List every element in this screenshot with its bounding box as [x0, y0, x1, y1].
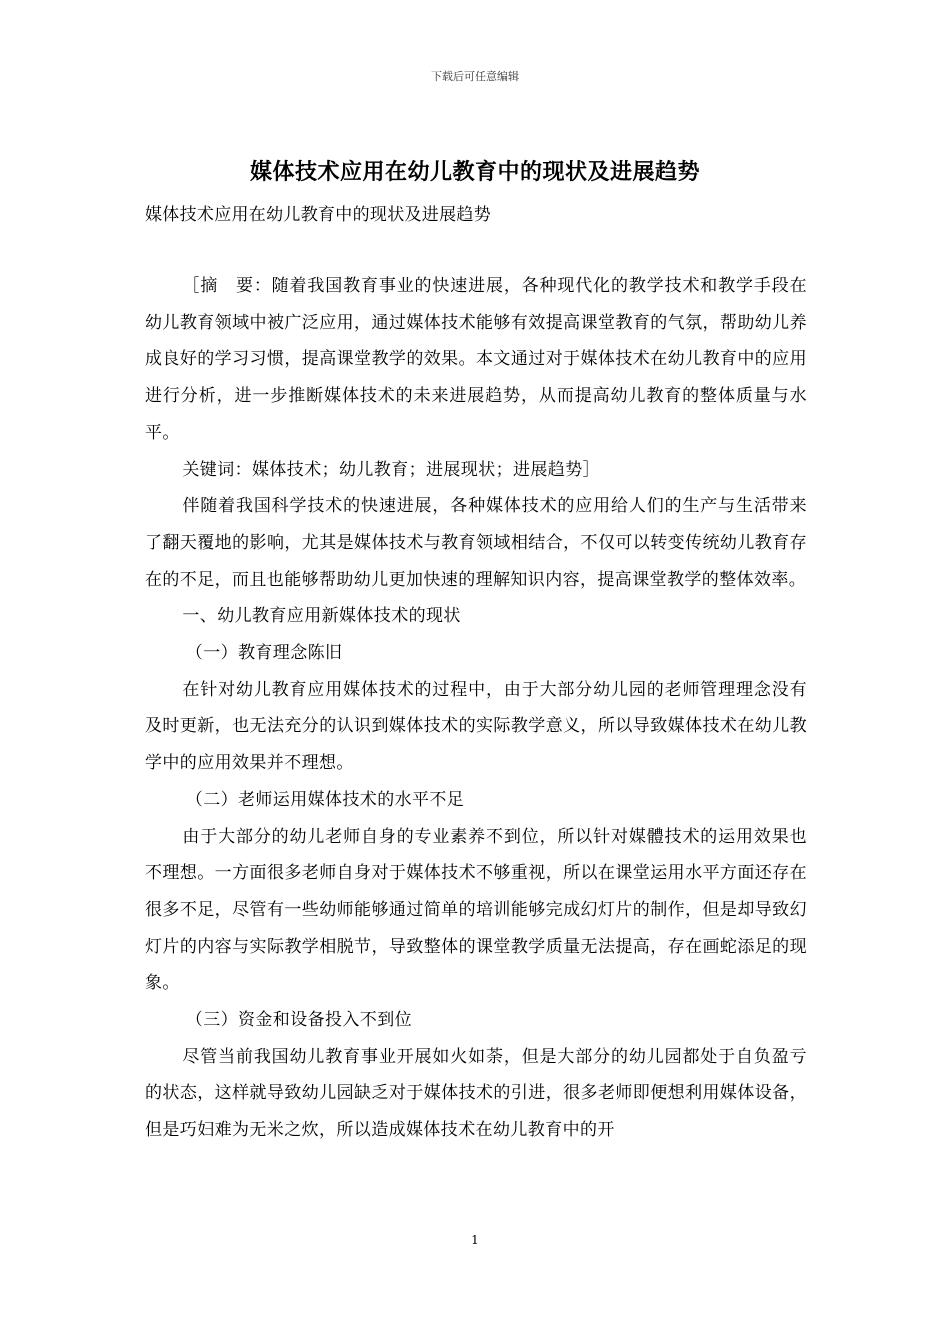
- body-paragraph: 尽管当前我国幼儿教育事业开展如火如荼，但是大部分的幼儿园都处于自负盈亏的状态，这样就导致幼儿园缺乏对于媒体技术的引进，很多老师即便想利用媒体设备，但是巧妇难为无米之炊，所以造成媒体技术在幼儿教育中的开: [145, 1046, 807, 1141]
- keywords-paragraph: 关键词：媒体技术；幼儿教育；进展现状；进展趋势］: [182, 459, 600, 480]
- abstract-paragraph: ［摘 要：随着我国教育事业的快速进展，各种现代化的教学技术和教学手段在幼儿教育领域中被广泛应用，通过媒体技术能够有效提高课堂教育的气氛，帮助幼儿养成良好的学习习惯，提高课堂教学的效果。本文通过对于媒体技术在幼儿教育中的应用进行分析，进一步推断媒体技术的未来进展趋势，从而提高幼儿教育的整体质量与水平。: [145, 276, 807, 443]
- document-subtitle: 媒体技术应用在幼儿教育中的现状及进展趋势: [145, 205, 491, 225]
- page-header: 下载后可任意编辑: [431, 70, 519, 83]
- subsection-heading: （三）资金和设备投入不到位: [185, 1010, 412, 1031]
- intro-paragraph: 伴随着我国科学技术的快速进展，各种媒体技术的应用给人们的生产与生活带来了翻天覆地的影响，尤其是媒体技术与教育领域相结合，不仅可以转变传统幼儿教育存在的不足，而且也能够帮助幼儿更加快速的理解知识内容，提高课堂教学的整体效率。: [145, 496, 807, 590]
- document-body: [145, 268, 807, 1149]
- section-heading: 一、幼儿教育应用新媒体技术的现状: [182, 606, 461, 627]
- document-title: 媒体技术应用在幼儿教育中的现状及进展趋势: [249, 160, 700, 185]
- body-paragraph: 在针对幼儿教育应用媒体技术的过程中，由于大部分幼儿园的老师管理理念没有及时更新，也无法充分的认识到媒体技术的实际教学意义，所以导致媒体技术在幼儿教学中的应用效果并不理想。: [145, 679, 807, 774]
- body-paragraph: 由于大部分的幼儿老师自身的专业素养不到位，所以针对媒體技术的运用效果也不理想。一方面很多老师自身对于媒体技术不够重视，所以在课堂运用水平方面还存在很多不足，尽管有一些幼师能够通过简单的培训能够完成幻灯片的制作，但是却导致幻灯片的内容与实际教学相脱节，导致整体的课堂教学质量无法提高，存在画蛇添足的现象。: [145, 826, 807, 994]
- subsection-heading: （二）老师运用媒体技术的水平不足: [185, 789, 465, 810]
- page-number: 1: [471, 1233, 479, 1247]
- subsection-heading: （一）教育理念陈旧: [185, 643, 343, 664]
